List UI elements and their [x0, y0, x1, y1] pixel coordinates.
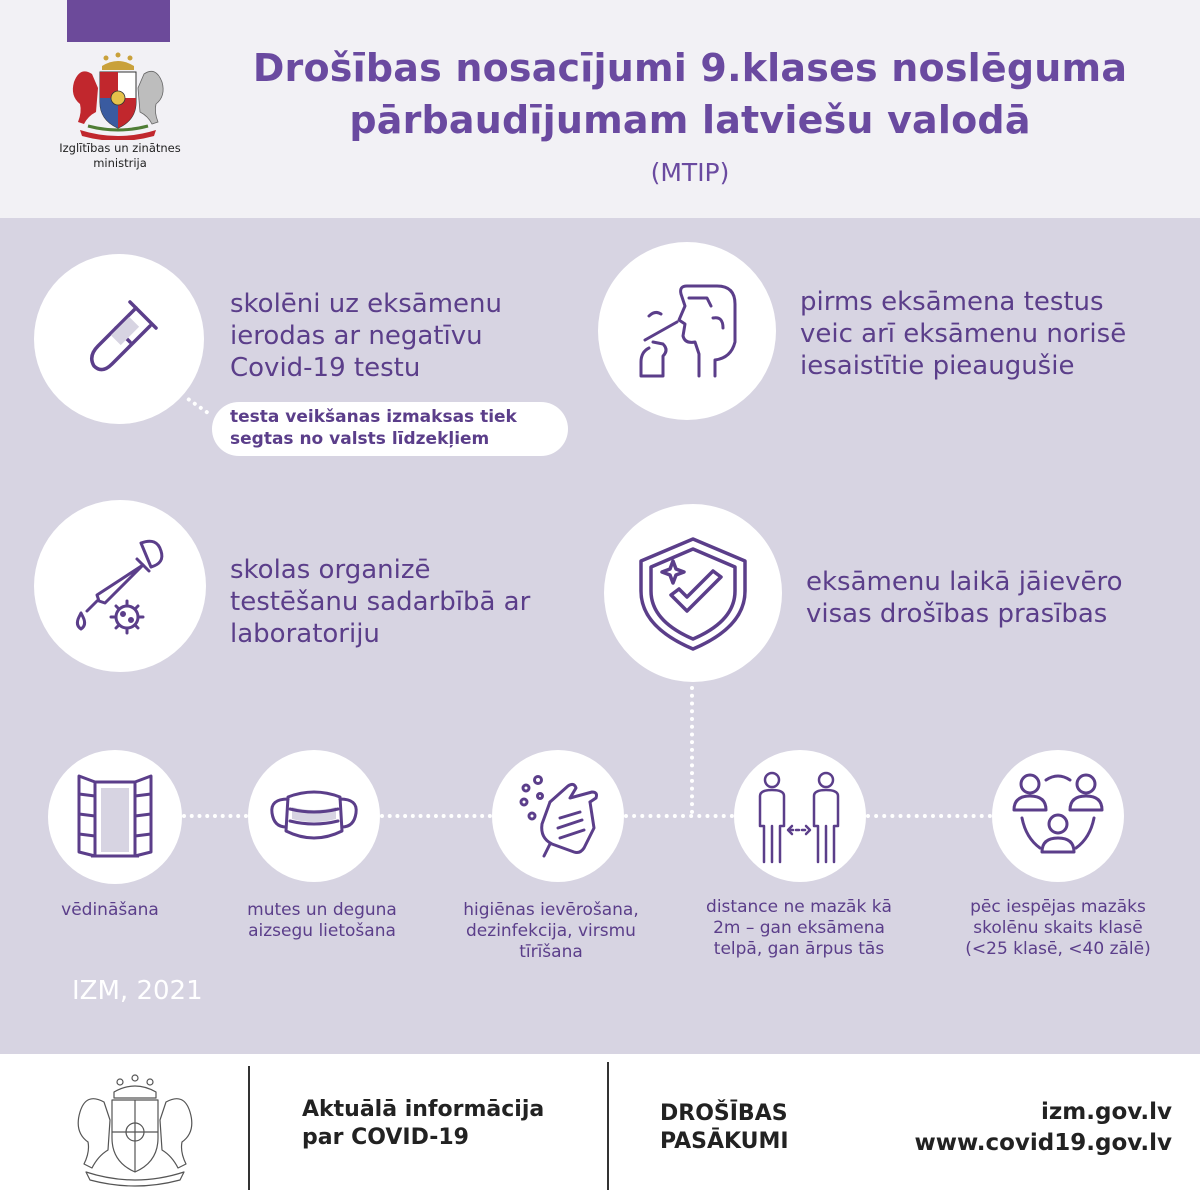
izm-link[interactable]: izm.gov.lv	[1041, 1099, 1172, 1125]
footer-links	[914, 1097, 1172, 1159]
ministry-name	[40, 141, 200, 171]
safety-measures-label	[660, 1100, 789, 1156]
distance-circle	[734, 750, 866, 882]
safety-rules-line1: eksāmenu laikā jāievēro	[806, 567, 1123, 597]
header-accent-bar	[67, 0, 170, 42]
group-size-caption-line3: (<25 klasē, <40 zālē)	[965, 939, 1151, 959]
hygiene-circle	[492, 750, 624, 882]
coat-of-arms-outline-logo	[60, 1072, 210, 1187]
hygiene-caption	[446, 900, 656, 963]
nasal-swab-icon	[627, 276, 747, 386]
dotted-connector	[624, 814, 734, 818]
school-testing-line3: laboratoriju	[230, 619, 380, 649]
hand-wash-icon	[510, 768, 606, 864]
shield-circle	[604, 504, 782, 682]
group-size-caption-line1: pēc iespējas mazāks	[970, 897, 1146, 917]
test-tube-icon	[64, 284, 174, 394]
distance-caption-line1: distance ne mazāk kā	[706, 897, 892, 917]
covid-info-line2: par COVID-19	[302, 1125, 469, 1150]
mask-caption	[222, 900, 422, 942]
ventilation-caption	[20, 900, 200, 921]
page-subtitle: (MTIP)	[650, 158, 730, 187]
negative-test-text	[230, 288, 502, 384]
covid-info-label	[302, 1096, 544, 1152]
ministry-name-line2: ministrija	[93, 156, 147, 170]
distance-icon	[752, 766, 848, 866]
credit-year: IZM, 2021	[72, 976, 203, 1006]
dotted-connector	[866, 814, 992, 818]
adult-testing-line3: iesaistītie pieaugušie	[800, 351, 1075, 381]
adult-testing-text	[800, 286, 1126, 382]
ventilation-caption-line1: vēdināšana	[61, 900, 159, 920]
face-mask-icon	[264, 781, 364, 851]
nasal-swab-circle	[598, 242, 776, 420]
page-title-line2: pārbaudījumam latviešu valodā	[349, 98, 1031, 142]
school-testing-line2: testēšanu sadarbībā ar	[230, 587, 531, 617]
safety-rules-text	[806, 566, 1123, 630]
window-icon	[73, 772, 157, 862]
distance-caption	[686, 897, 912, 960]
footer-divider	[607, 1062, 609, 1190]
group-size-caption	[948, 897, 1168, 960]
ventilation-circle	[48, 750, 182, 884]
coat-of-arms-logo	[58, 52, 178, 140]
hygiene-caption-line1: higiēnas ievērošana,	[463, 900, 639, 920]
mask-circle	[248, 750, 380, 882]
mask-caption-line1: mutes un deguna	[247, 900, 397, 920]
school-testing-line1: skolas organizē	[230, 555, 431, 585]
negative-test-line1: skolēni uz eksāmenu	[230, 289, 502, 319]
pipette-circle	[34, 500, 206, 672]
group-size-caption-line2: skolēnu skaits klasē	[973, 918, 1143, 938]
page-title-line1: Drošības nosacījumi 9.klases noslēguma	[252, 46, 1128, 90]
pipette-virus-icon	[65, 531, 175, 641]
header	[0, 0, 1200, 218]
adult-testing-line2: veic arī eksāmenu norisē	[800, 319, 1127, 349]
distance-caption-line2: 2m – gan eksāmena	[713, 918, 885, 938]
covid19-link[interactable]: www.covid19.gov.lv	[914, 1130, 1172, 1156]
hygiene-caption-line2: dezinfekcija, virsmu	[466, 921, 636, 941]
safety-measures-line1: DROŠĪBAS	[660, 1101, 788, 1126]
safety-rules-line2: visas drošības prasības	[806, 599, 1108, 629]
cost-note-badge	[212, 402, 568, 456]
dotted-connector	[690, 686, 694, 814]
cost-note-line2: segtas no valsts līdzekļiem	[230, 429, 490, 449]
hygiene-caption-line3: tīrīšana	[519, 942, 583, 962]
ministry-name-line1: Izglītības un zinātnes	[59, 141, 181, 155]
dotted-connector	[380, 814, 492, 818]
mask-caption-line2: aizsegu lietošana	[248, 921, 396, 941]
group-icon	[1008, 768, 1108, 864]
test-tube-circle	[34, 254, 204, 424]
negative-test-line2: ierodas ar negatīvu	[230, 321, 483, 351]
adult-testing-line1: pirms eksāmena testus	[800, 287, 1104, 317]
dotted-connector	[182, 814, 248, 818]
negative-test-line3: Covid-19 testu	[230, 353, 421, 383]
group-size-circle	[992, 750, 1124, 882]
covid-info-line1: Aktuālā informācija	[302, 1097, 545, 1122]
school-testing-text	[230, 554, 530, 650]
cost-note-line1: testa veikšanas izmaksas tiek	[230, 407, 517, 427]
footer-divider	[248, 1066, 250, 1190]
distance-caption-line3: telpā, gan ārpus tās	[713, 939, 885, 959]
safety-measures-line2: PASĀKUMI	[660, 1129, 789, 1154]
page-title	[205, 42, 1175, 146]
shield-check-icon	[633, 531, 753, 655]
